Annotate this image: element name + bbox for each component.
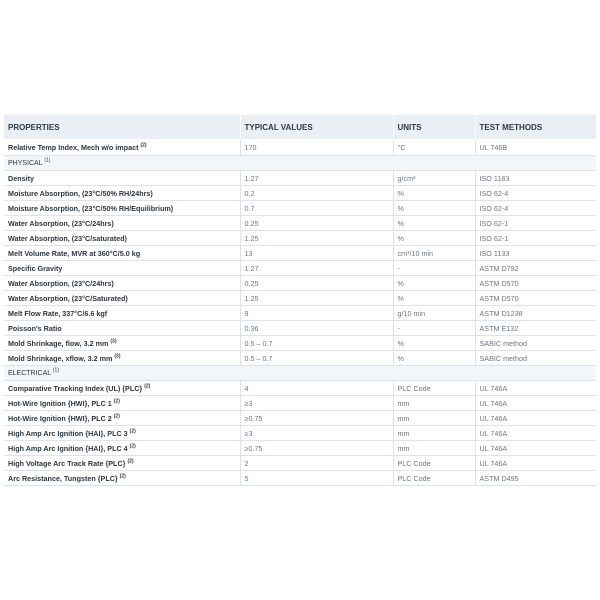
test-method-cell: ISO 1133 <box>475 246 596 261</box>
test-method-cell: UL 746A <box>475 396 596 411</box>
property-name: Water Absorption, (23°C/24hrs) <box>8 278 114 288</box>
unit-cell: % <box>393 276 475 291</box>
property-cell <box>4 426 240 441</box>
table-row <box>4 186 596 201</box>
test-method-cell: UL 746A <box>475 441 596 456</box>
table-row <box>4 171 596 186</box>
header-typical-values: TYPICAL VALUES <box>240 115 393 139</box>
property-name: Water Absorption, (23°C/Saturated) <box>8 293 128 303</box>
test-method-cell: ASTM D495 <box>475 471 596 486</box>
property-cell <box>4 261 240 276</box>
property-name: Moisture Absorption, (23°C/50% RH/Equilibrium) <box>8 203 174 213</box>
property-cell <box>4 456 240 471</box>
typical-value-cell: 0.7 <box>240 201 393 216</box>
property-name: Melt Volume Rate, MVR at 360°C/5.0 kg <box>8 248 141 258</box>
typical-value-cell: 1.25 <box>240 231 393 246</box>
typical-value-cell: 1.27 <box>240 261 393 276</box>
property-name: Poisson's Ratio <box>8 323 62 333</box>
property-cell <box>4 186 240 201</box>
section-title <box>4 366 596 381</box>
table-row <box>4 231 596 246</box>
test-method-cell: UL 746A <box>475 456 596 471</box>
test-method-cell: ISO 62-1 <box>475 231 596 246</box>
property-name: Comparative Tracking Index (UL) {PLC} <box>8 383 143 393</box>
unit-cell: mm <box>393 411 475 426</box>
typical-value-cell: 0.5 – 0.7 <box>240 336 393 351</box>
test-method-cell: ISO 62-4 <box>475 186 596 201</box>
test-method-cell: UL 746A <box>475 381 596 396</box>
section-row <box>4 156 596 171</box>
property-cell <box>4 441 240 456</box>
test-method-cell: ASTM E132 <box>475 321 596 336</box>
typical-value-cell: ≥3 <box>240 396 393 411</box>
footnote-marker: (2) <box>144 383 151 390</box>
typical-value-cell: 170 <box>240 139 393 156</box>
property-cell <box>4 231 240 246</box>
table-row <box>4 336 596 351</box>
unit-cell: % <box>393 201 475 216</box>
property-name: High Amp Arc Ignition {HAI}, PLC 4 <box>8 443 128 453</box>
table-row <box>4 411 596 426</box>
property-name: Water Absorption, (23°C/saturated) <box>8 233 127 243</box>
unit-cell: mm <box>393 441 475 456</box>
property-name: Hot-Wire Ignition {HWI}, PLC 2 <box>8 413 112 423</box>
table-row <box>4 291 596 306</box>
footnote-marker: (1) <box>52 367 59 374</box>
footnote-marker: (3) <box>114 353 121 360</box>
property-cell <box>4 471 240 486</box>
footnote-marker: (2) <box>129 428 136 435</box>
test-method-cell: UL 746B <box>475 139 596 156</box>
test-method-cell: ASTM D570 <box>475 291 596 306</box>
typical-value-cell: 0.5 – 0.7 <box>240 351 393 366</box>
property-cell <box>4 291 240 306</box>
property-cell <box>4 171 240 186</box>
typical-value-cell: 9 <box>240 306 393 321</box>
table-row <box>4 261 596 276</box>
footnote-marker: (3) <box>110 338 117 345</box>
unit-cell: - <box>393 321 475 336</box>
typical-value-cell: 4 <box>240 381 393 396</box>
unit-cell: % <box>393 216 475 231</box>
unit-cell: - <box>393 261 475 276</box>
typical-value-cell: 0.36 <box>240 321 393 336</box>
unit-cell: % <box>393 291 475 306</box>
property-name: Arc Resistance, Tungsten {PLC} <box>8 473 118 483</box>
property-name: Mold Shrinkage, flow, 3.2 mm <box>8 338 109 348</box>
property-cell <box>4 139 240 156</box>
unit-cell: mm <box>393 426 475 441</box>
header-units: UNITS <box>393 115 475 139</box>
footnote-marker: (2) <box>119 473 126 480</box>
property-cell <box>4 381 240 396</box>
footnote-marker: (2) <box>127 458 134 465</box>
header-test-methods: TEST METHODS <box>475 115 596 139</box>
typical-value-cell: 13 <box>240 246 393 261</box>
property-name: High Voltage Arc Track Rate {PLC} <box>8 458 126 468</box>
typical-value-cell: 0.25 <box>240 276 393 291</box>
footnote-marker: (1) <box>44 157 51 164</box>
typical-value-cell: ≥0.75 <box>240 441 393 456</box>
unit-cell: g/10 min <box>393 306 475 321</box>
section-title-text: ELECTRICAL <box>8 369 51 377</box>
unit-cell: % <box>393 351 475 366</box>
property-cell <box>4 306 240 321</box>
table-row <box>4 456 596 471</box>
test-method-cell: SABIC method <box>475 336 596 351</box>
table-row <box>4 276 596 291</box>
properties-table <box>4 115 596 486</box>
table-row <box>4 351 596 366</box>
typical-value-cell: 5 <box>240 471 393 486</box>
table-header-row <box>4 115 596 139</box>
test-method-cell: ASTM D792 <box>475 261 596 276</box>
typical-value-cell: 0.2 <box>240 186 393 201</box>
unit-cell: PLC Code <box>393 471 475 486</box>
unit-cell: % <box>393 186 475 201</box>
footnote-marker: (2) <box>129 443 136 450</box>
typical-value-cell: 2 <box>240 456 393 471</box>
property-name: Moisture Absorption, (23°C/50% RH/24hrs) <box>8 188 153 198</box>
table-row <box>4 441 596 456</box>
test-method-cell: ASTM D1238 <box>475 306 596 321</box>
property-cell <box>4 351 240 366</box>
table-row <box>4 201 596 216</box>
test-method-cell: UL 746A <box>475 411 596 426</box>
table-row <box>4 139 596 156</box>
unit-cell: °C <box>393 139 475 156</box>
unit-cell: % <box>393 231 475 246</box>
test-method-cell: ASTM D570 <box>475 276 596 291</box>
property-name: Hot-Wire Ignition {HWI}, PLC 1 <box>8 398 112 408</box>
typical-value-cell: 1.25 <box>240 291 393 306</box>
property-cell <box>4 321 240 336</box>
table-row <box>4 426 596 441</box>
property-cell <box>4 246 240 261</box>
typical-value-cell: ≥3 <box>240 426 393 441</box>
footnote-marker: (2) <box>113 413 120 420</box>
table-row <box>4 321 596 336</box>
table-row <box>4 381 596 396</box>
test-method-cell: SABIC method <box>475 351 596 366</box>
test-method-cell: UL 746A <box>475 426 596 441</box>
property-name: Relative Temp Index, Mech w/o impact <box>8 142 139 152</box>
unit-cell: PLC Code <box>393 381 475 396</box>
property-name: High Amp Arc Ignition {HAI}, PLC 3 <box>8 428 128 438</box>
property-cell <box>4 411 240 426</box>
table-row <box>4 246 596 261</box>
property-cell <box>4 336 240 351</box>
section-title-text: PHYSICAL <box>8 159 43 167</box>
property-cell <box>4 276 240 291</box>
unit-cell: % <box>393 336 475 351</box>
header-properties: PROPERTIES <box>4 115 240 139</box>
footnote-marker: (2) <box>113 398 120 405</box>
table-row <box>4 216 596 231</box>
typical-value-cell: 1.27 <box>240 171 393 186</box>
unit-cell: g/cm³ <box>393 171 475 186</box>
property-name: Melt Flow Rate, 337°C/6.6 kgf <box>8 308 108 318</box>
property-name: Specific Gravity <box>8 263 63 273</box>
property-cell <box>4 396 240 411</box>
section-row <box>4 366 596 381</box>
unit-cell: mm <box>393 396 475 411</box>
section-title <box>4 156 596 171</box>
property-name: Density <box>8 173 34 183</box>
test-method-cell: ISO 62-1 <box>475 216 596 231</box>
property-name: Mold Shrinkage, xflow, 3.2 mm <box>8 353 113 363</box>
typical-value-cell: ≥0.75 <box>240 411 393 426</box>
unit-cell: PLC Code <box>393 456 475 471</box>
table-row <box>4 396 596 411</box>
unit-cell: cm³/10 min <box>393 246 475 261</box>
table-row <box>4 471 596 486</box>
test-method-cell: ISO 1183 <box>475 171 596 186</box>
property-name: Water Absorption, (23°C/24hrs) <box>8 218 114 228</box>
property-cell <box>4 216 240 231</box>
property-cell <box>4 201 240 216</box>
footnote-marker: (2) <box>140 142 147 149</box>
table-row <box>4 306 596 321</box>
typical-value-cell: 0.25 <box>240 216 393 231</box>
table-body <box>4 139 596 486</box>
test-method-cell: ISO 62-4 <box>475 201 596 216</box>
